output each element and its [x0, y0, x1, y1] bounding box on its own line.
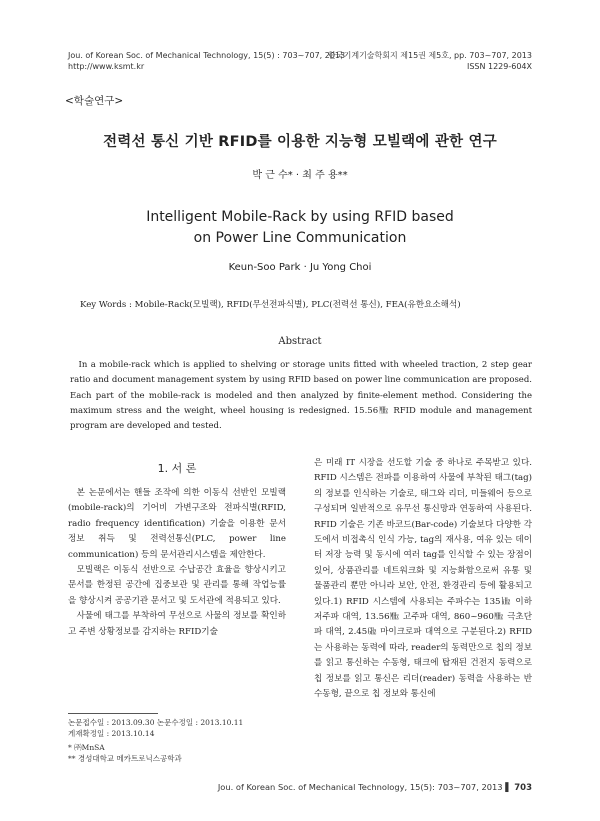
footnote-affiliation-1: * ㈜MnSA — [68, 743, 105, 752]
header-issn: ISSN 1229-604X — [466, 62, 532, 71]
body-paragraph: 사물에 태그를 부착하여 무선으로 사물의 정보를 확인하고 주변 상황정보를 감지하는 RFID기술 — [68, 611, 286, 637]
footer-citation: Jou. of Korean Soc. of Mechanical Technology, 15(5): 703~707, 2013 ▌ — [217, 782, 512, 792]
page-number: 703 — [514, 783, 532, 793]
body-column-right — [314, 456, 532, 703]
authors-korean: 박 근 수* · 최 주 용** — [252, 170, 348, 181]
page-footer — [218, 782, 532, 793]
header-journal-url[interactable]: http://www.ksmt.kr — [68, 62, 145, 71]
body-paragraph: 모빌랙은 이동식 선반으로 수납공간 효율을 향상시키고 문서를 한정된 공간에 집중보관 및 관리를 통해 작업능률을 향상시켜 공공기관 문서고 및 도서관에 적용되고 있다. — [68, 565, 286, 606]
footnote-accepted-date: 게재확정일 : 2013.10.14 — [68, 729, 155, 738]
abstract-heading: Abstract — [278, 336, 322, 347]
keywords: Key Words : Mobile-Rack(모빌랙), RFID(무선전파식별), PLC(전력선 통신), FEA(유한요소해석) — [80, 300, 461, 310]
section-heading-introduction: 1. 서 론 — [157, 462, 197, 475]
footnote-received-date: 논문접수일 : 2013.09.30 논문수정일 : 2013.10.11 — [68, 718, 244, 727]
header-journal-citation: Jou. of Korean Soc. of Mechanical Technology, 15(5) : 703~707, 2013 — [68, 51, 346, 60]
body-paragraph: 본 논문에서는 핸들 조작에 의한 이동식 선반인 모빌랙(mobile-rack)의 기어비 가변구조와 전파식별(RFID, radio frequency identification) 기술을 이용한 문서 정보 취득 및 전력선통신(PLC, power line communication) 등의 문서관리시스템을 제안한다. — [68, 488, 286, 560]
authors-english: Keun-Soo Park · Ju Yong Choi — [228, 262, 372, 273]
title-en-line2: on Power Line Communication — [193, 230, 407, 246]
footnote-affiliation-2: ** 경성대학교 메카트로닉스공학과 — [68, 754, 182, 763]
footnote-divider — [68, 713, 158, 714]
body-column-left — [68, 486, 286, 640]
header-journal-citation-ko: 한국기계기술학회지 제15권 제5호, pp. 703~707, 2013 — [328, 51, 532, 60]
paper-title-english — [0, 207, 600, 249]
journal-header-right — [328, 50, 532, 72]
article-category: <학술연구> — [65, 95, 124, 107]
title-en-line1: Intelligent Mobile-Rack by using RFID based — [146, 209, 454, 225]
body-paragraph: 은 미래 IT 시장을 선도할 기술 중 하나로 주목받고 있다. RFID 시스템은 전파를 이용하여 사물에 부착된 태그(tag)의 정보를 인식하는 기술로, 태그와 리더, 미들웨어 등으로 구성되며 일반적으로 유무선 통신망과 연동하여 사용된다. RFID 기술은 기존 바코드(Bar-code) 기술보다 다양한 각도에서 비접촉식 인식 가능, tag의 재사용, 여유 있는 데이터 저장 능력 및 동시에 여러 tag를 인식할 수 있는 장점이 있어, 상품관리를 네트워크화 및 지능화함으로써 유통 및 물품관리 뿐만 아니라 보안, 안전, 환경관리 등에 활용되고 있다.1) RFID 시스템에 사용되는 주파수는 135㎑ 이하 저주파 대역, 13.56㎒ 고주파 대역, 860~960㎒ 극초단파 대역, 2.45㎓ 마이크로파 대역으로 구분된다.2) RFID는 사용하는 동력에 따라, reader의 동력만으로 칩의 정보를 읽고 통신하는 수동형, 태크에 탑재된 건전지 동력으로 칩 정보를 읽고 통신은 리더(reader) 동력을 사용하는 반수동형, 끝으로 칩 정보와 통신에 — [314, 458, 532, 700]
abstract-body: In a mobile-rack which is applied to shelving or storage units fitted with wheeled traction, 2 step gear ratio and document management system by using RFID based on power line communication are proposed. Each part of the mobile-rack is modeled and then analyzed by finite-element method. Considering the maximum stress and the weight, wheel housing is redesigned. 15.56㎒ RFID module and management program are developed and tested. — [70, 360, 532, 432]
paper-title-korean: 전력선 통신 기반 RFID를 이용한 지능형 모빌랙에 관한 연구 — [103, 134, 497, 150]
journal-header-left — [68, 50, 345, 72]
